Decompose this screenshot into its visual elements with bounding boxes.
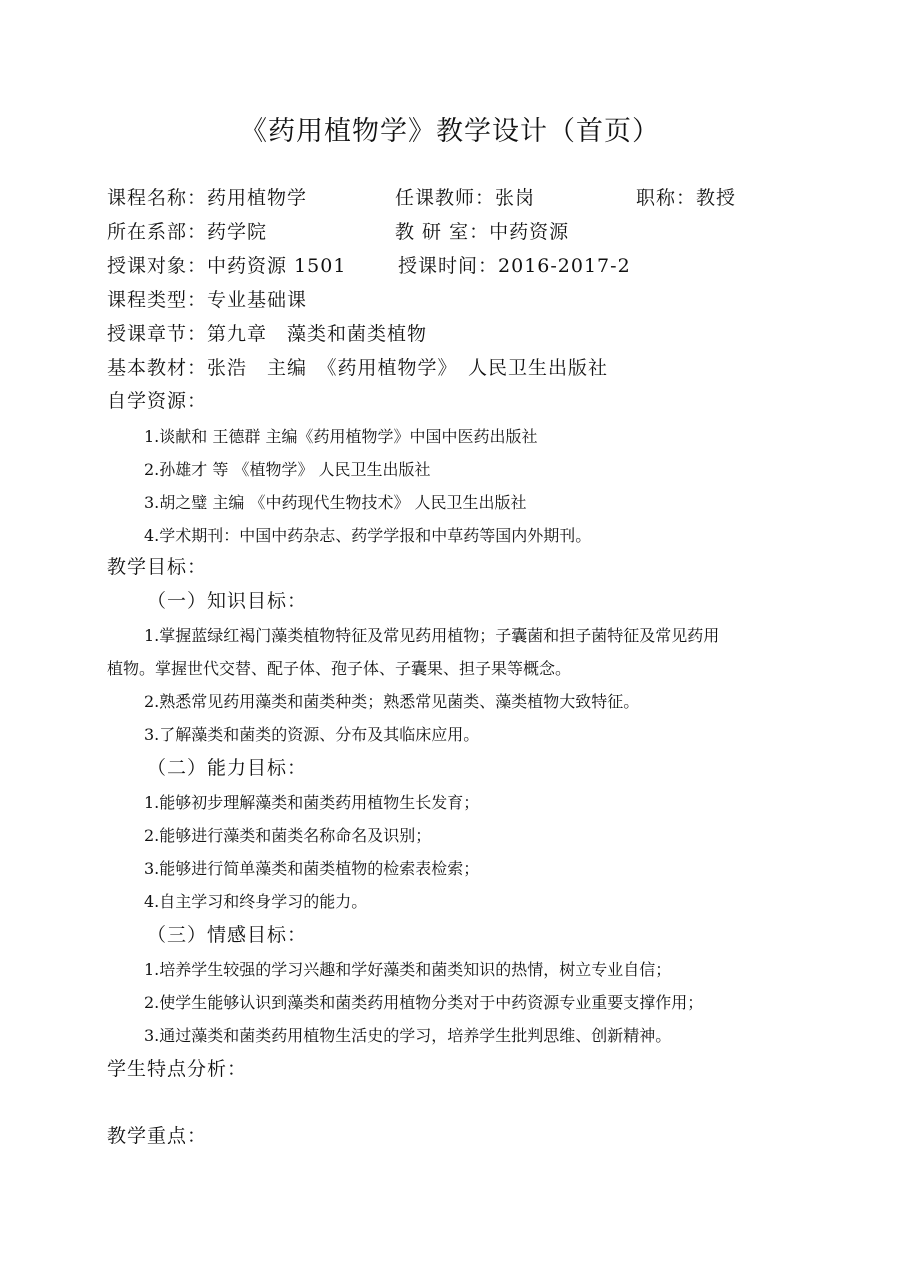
teacher-row — [395, 182, 535, 214]
rank-row — [636, 182, 736, 214]
emotion-goal-item: 1.培养学生较强的学习兴趣和学好藻类和菌类知识的热情，树立专业自信； — [144, 960, 672, 979]
knowledge-goal-item-continued: 植物。掌握世代交替、配子体、孢子体、子囊果、担子果等概念。 — [107, 659, 572, 678]
time-label: 授课时间： — [398, 255, 499, 277]
audience-label: 授课对象： — [107, 255, 208, 277]
knowledge-goals-heading: （一）知识目标： — [147, 590, 308, 612]
audience-value: 中药资源 1501 — [207, 255, 347, 277]
type-row — [107, 284, 307, 316]
teacher-label: 任课教师： — [395, 187, 496, 209]
chapter-label: 授课章节： — [107, 323, 208, 345]
knowledge-goal-item: 3.了解藻类和菌类的资源、分布及其临床应用。 — [144, 725, 480, 744]
document-title: 《药用植物学》教学设计（首页） — [240, 116, 660, 147]
student-analysis-heading: 学生特点分析： — [107, 1058, 248, 1080]
office-value: 中药资源 — [489, 221, 570, 243]
teacher-value: 张岗 — [495, 187, 536, 209]
chapter-row — [107, 318, 427, 350]
course-name-label: 课程名称： — [107, 187, 208, 209]
knowledge-goal-item: 1.掌握蓝绿红褐门藻类植物特征及常见药用植物；子囊菌和担子菌特征及常见药用 — [144, 626, 720, 645]
emotion-goals-heading: （三）情感目标： — [147, 924, 308, 946]
ability-goal-item: 4.自主学习和终身学习的能力。 — [144, 892, 368, 911]
rank-value: 教授 — [696, 187, 737, 209]
key-points-heading: 教学重点： — [107, 1125, 208, 1147]
time-value: 2016-2017-2 — [498, 255, 631, 277]
office-row — [395, 216, 569, 248]
dept-value: 药学院 — [207, 221, 268, 243]
time-row — [398, 250, 631, 282]
self-study-heading: 自学资源： — [107, 390, 208, 412]
ability-goal-item: 2.能够进行藻类和菌类名称命名及识别； — [144, 826, 432, 845]
goals-heading: 教学目标： — [107, 556, 208, 578]
knowledge-goal-item: 2.熟悉常见药用藻类和菌类种类；熟悉常见菌类、藻类植物大致特征。 — [144, 692, 640, 711]
ability-goal-item: 1.能够初步理解藻类和菌类药用植物生长发育； — [144, 793, 480, 812]
textbook-value: 张浩 主编 《药用植物学》 人民卫生出版社 — [207, 357, 609, 379]
dept-label: 所在系部： — [107, 221, 208, 243]
self-study-item: 3.胡之璧 主编 《中药现代生物技术》 人民卫生出版社 — [144, 493, 527, 512]
audience-row — [107, 250, 346, 282]
chapter-value: 第九章 藻类和菌类植物 — [207, 323, 428, 345]
office-label: 教 研 室： — [395, 221, 490, 243]
self-study-item: 2.孙雄才 等 《植物学》 人民卫生出版社 — [144, 460, 431, 479]
type-label: 课程类型： — [107, 289, 208, 311]
emotion-goal-item: 3.通过藻类和菌类药用植物生活史的学习，培养学生批判思维、创新精神。 — [144, 1026, 672, 1045]
textbook-row — [107, 352, 608, 384]
course-name-value: 药用植物学 — [207, 187, 308, 209]
ability-goals-heading: （二）能力目标： — [147, 757, 308, 779]
course-name-row — [107, 182, 307, 214]
type-value: 专业基础课 — [207, 289, 308, 311]
self-study-item: 4.学术期刊：中国中药杂志、药学学报和中草药等国内外期刊。 — [144, 526, 592, 545]
rank-label: 职称： — [636, 187, 697, 209]
self-study-item: 1.谈献和 王德群 主编《药用植物学》中国中医药出版社 — [144, 427, 538, 446]
dept-row — [107, 216, 267, 248]
textbook-label: 基本教材： — [107, 357, 208, 379]
ability-goal-item: 3.能够进行简单藻类和菌类植物的检索表检索； — [144, 859, 480, 878]
emotion-goal-item: 2.使学生能够认识到藻类和菌类药用植物分类对于中药资源专业重要支撑作用； — [144, 993, 704, 1012]
